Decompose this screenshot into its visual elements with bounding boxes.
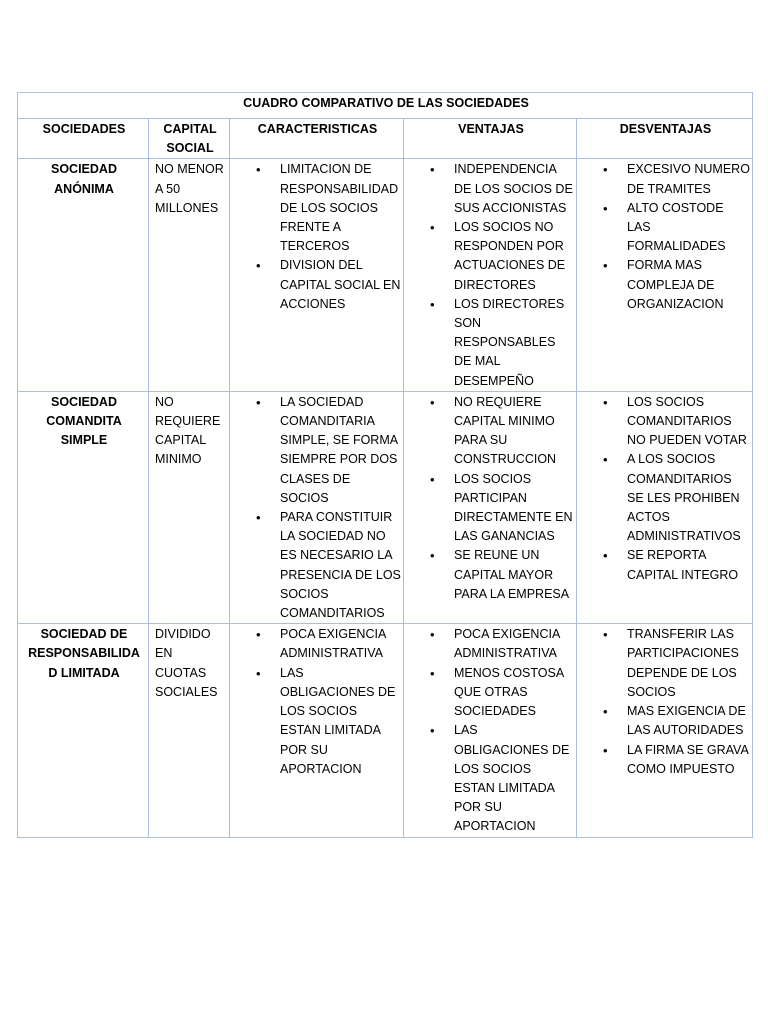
list-item: • POCA EXIGENCIA ADMINISTRATIVA bbox=[427, 625, 574, 663]
ventajas-cell bbox=[404, 624, 577, 837]
capital-social-value: NO MENOR A 50 MILLONES bbox=[149, 159, 230, 391]
desventajas-list bbox=[600, 160, 750, 314]
ventajas-cell bbox=[404, 159, 577, 391]
list-item: • TRANSFERIR LAS PARTICIPACIONES DEPENDE DE LOS SOCIOS bbox=[600, 625, 750, 702]
caracteristicas-cell bbox=[230, 159, 404, 391]
list-item: • LAS OBLIGACIONES DE LOS SOCIOS ESTAN LIMITADA POR SU APORTACION bbox=[253, 664, 401, 779]
list-item: • A LOS SOCIOS COMANDITARIOS SE LES PROHIBEN ACTOS ADMINISTRATIVOS bbox=[600, 450, 750, 546]
capital-social-value: NO REQUIERE CAPITAL MINIMO bbox=[149, 391, 230, 623]
list-item: • MENOS COSTOSA QUE OTRAS SOCIEDADES bbox=[427, 664, 574, 722]
ventajas-list bbox=[427, 160, 574, 390]
header-caracteristicas: CARACTERISTICAS bbox=[230, 119, 404, 159]
list-item: • FORMA MAS COMPLEJA DE ORGANIZACION bbox=[600, 256, 750, 314]
capital-social-value: DIVIDIDO EN CUOTAS SOCIALES bbox=[149, 624, 230, 837]
desventajas-cell bbox=[577, 391, 753, 623]
table-row bbox=[18, 391, 753, 623]
desventajas-cell bbox=[577, 624, 753, 837]
caracteristicas-list bbox=[253, 393, 401, 623]
caracteristicas-list bbox=[253, 160, 401, 314]
list-item: • LIMITACION DE RESPONSABILIDAD DE LOS SOCIOS FRENTE A TERCEROS bbox=[253, 160, 401, 256]
company-type-name: SOCIEDAD COMANDITA SIMPLE bbox=[18, 391, 149, 623]
list-item: • ALTO COSTODE LAS FORMALIDADES bbox=[600, 199, 750, 257]
list-item: • MAS EXIGENCIA DE LAS AUTORIDADES bbox=[600, 702, 750, 740]
list-item: • LAS OBLIGACIONES DE LOS SOCIOS ESTAN LIMITADA POR SU APORTACION bbox=[427, 721, 574, 836]
list-item: • DIVISION DEL CAPITAL SOCIAL EN ACCIONES bbox=[253, 256, 401, 314]
header-desventajas: DESVENTAJAS bbox=[577, 119, 753, 159]
title-row bbox=[18, 93, 753, 119]
caracteristicas-cell bbox=[230, 624, 404, 837]
table-title: CUADRO COMPARATIVO DE LAS SOCIEDADES bbox=[18, 93, 753, 119]
list-item: • LOS DIRECTORES SON RESPONSABLES DE MAL DESEMPEÑO bbox=[427, 295, 574, 391]
company-type-name: SOCIEDAD ANÓNIMA bbox=[18, 159, 149, 391]
list-item: • INDEPENDENCIA DE LOS SOCIOS DE SUS ACCIONISTAS bbox=[427, 160, 574, 218]
desventajas-list bbox=[600, 393, 750, 585]
list-item: • LOS SOCIOS COMANDITARIOS NO PUEDEN VOTAR bbox=[600, 393, 750, 451]
list-item: • LA SOCIEDAD COMANDITARIA SIMPLE, SE FORMA SIEMPRE POR DOS CLASES DE SOCIOS bbox=[253, 393, 401, 508]
header-ventajas: VENTAJAS bbox=[404, 119, 577, 159]
company-type-name: SOCIEDAD DE RESPONSABILIDAD LIMITADA bbox=[18, 624, 149, 837]
document-page bbox=[17, 92, 752, 838]
list-item: • LOS SOCIOS NO RESPONDEN POR ACTUACIONES DE DIRECTORES bbox=[427, 218, 574, 295]
ventajas-list bbox=[427, 393, 574, 604]
table-row bbox=[18, 624, 753, 837]
list-item: • SE REPORTA CAPITAL INTEGRO bbox=[600, 546, 750, 584]
comparison-table bbox=[17, 92, 753, 838]
list-item: • NO REQUIERE CAPITAL MINIMO PARA SU CONSTRUCCION bbox=[427, 393, 574, 470]
list-item: • SE REUNE UN CAPITAL MAYOR PARA LA EMPRESA bbox=[427, 546, 574, 604]
header-row bbox=[18, 119, 753, 159]
ventajas-list bbox=[427, 625, 574, 836]
ventajas-cell bbox=[404, 391, 577, 623]
caracteristicas-cell bbox=[230, 391, 404, 623]
list-item: • PARA CONSTITUIR LA SOCIEDAD NO ES NECESARIO LA PRESENCIA DE LOS SOCIOS COMANDITARIOS bbox=[253, 508, 401, 623]
table-row bbox=[18, 159, 753, 391]
desventajas-list bbox=[600, 625, 750, 779]
list-item: • POCA EXIGENCIA ADMINISTRATIVA bbox=[253, 625, 401, 663]
header-capital-social: CAPITAL SOCIAL bbox=[149, 119, 230, 159]
list-item: • LA FIRMA SE GRAVA COMO IMPUESTO bbox=[600, 741, 750, 779]
list-item: • EXCESIVO NUMERO DE TRAMITES bbox=[600, 160, 750, 198]
desventajas-cell bbox=[577, 159, 753, 391]
caracteristicas-list bbox=[253, 625, 401, 779]
list-item: • LOS SOCIOS PARTICIPAN DIRECTAMENTE EN LAS GANANCIAS bbox=[427, 470, 574, 547]
header-sociedades: SOCIEDADES bbox=[18, 119, 149, 159]
